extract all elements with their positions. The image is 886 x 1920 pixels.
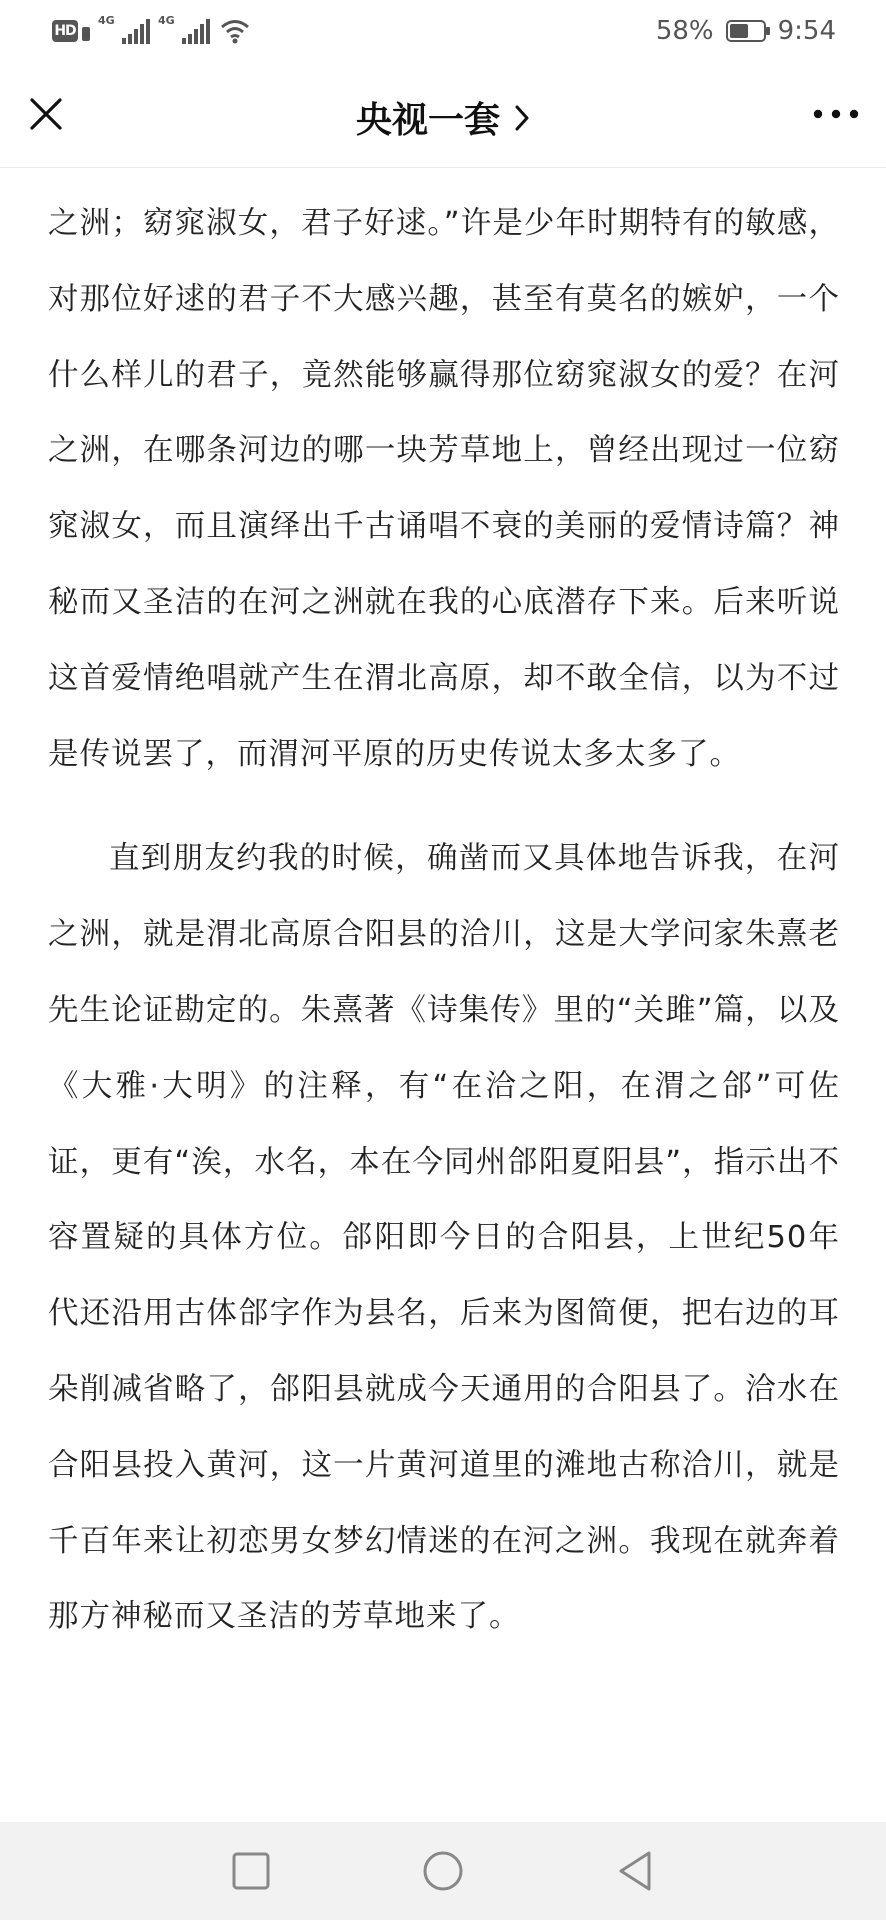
status-left: [52, 14, 250, 44]
signal-icon-1: [98, 14, 150, 44]
home-icon[interactable]: [421, 1849, 465, 1893]
clock-time: 9:54: [777, 16, 836, 46]
network-type-label-1: 4G: [98, 14, 115, 27]
wifi-icon: [220, 18, 250, 44]
battery-fill: [730, 24, 749, 38]
recent-apps-icon[interactable]: [231, 1851, 271, 1891]
hd-icon: HD: [52, 20, 78, 42]
system-navigation-bar: [0, 1822, 886, 1920]
more-options-icon[interactable]: [812, 102, 860, 126]
back-icon[interactable]: [615, 1849, 655, 1893]
account-title[interactable]: [0, 92, 886, 143]
article-paragraph-1: 之洲；窈窕淑女，君子好逑。”许是少年时期特有的敏感，对那位好逑的君子不大感兴趣，甚至有莫名的嫉妒，一个什么样儿的君子，竟然能够赢得那位窈窕淑女的爱？在河之洲，在哪条河边的哪一块芳草地上，曾经出现过一位窈窕淑女，而且演绎出千古诵唱不衰的美丽的爱情诗篇？神秘而又圣洁的在河之洲就在我的心底潜存下来。后来听说这首爱情绝唱就产生在渭北高原，却不敢全信，以为不过是传说罢了，而渭河平原的历史传说太多太多了。: [48, 206, 840, 772]
article-paragraph-2: 直到朋友约我的时候，确凿而又具体地告诉我，在河之洲，就是渭北高原合阳县的洽川，这是大学问家朱熹老先生论证勘定的。朱熹著《诗集传》里的“关雎”篇，以及《大雅·大明》的注释，有“在洽之阳，在渭之郃”可佐证，更有“涘，水名，本在今同州郃阳夏阳县”，指示出不容置疑的具体方位。郃阳即今日的合阳县，上世纪50年代还沿用古体郃字作为县名，后来为图简便，把右边的耳朵削减省略了，郃阳县就成今天通用的合阳县了。洽水在合阳县投入黄河，这一片黄河道里的滩地古称洽川，就是千百年来让初恋男女梦幻情迷的在河之洲。我现在就奔着那方神秘而又圣洁的芳草地来了。: [48, 841, 840, 1635]
battery-icon: [726, 20, 766, 42]
status-right: [656, 16, 836, 46]
signal-icon-2: [158, 14, 210, 44]
battery-percent: 58%: [655, 16, 714, 46]
network-type-label-2: 4G: [158, 14, 175, 27]
volte-icon: [82, 27, 90, 41]
status-bar: [0, 0, 886, 62]
chevron-right-icon: [514, 104, 530, 132]
top-nav-bar: [0, 62, 886, 168]
article-body: [48, 186, 840, 1655]
account-title-text: 央视一套: [355, 100, 500, 141]
